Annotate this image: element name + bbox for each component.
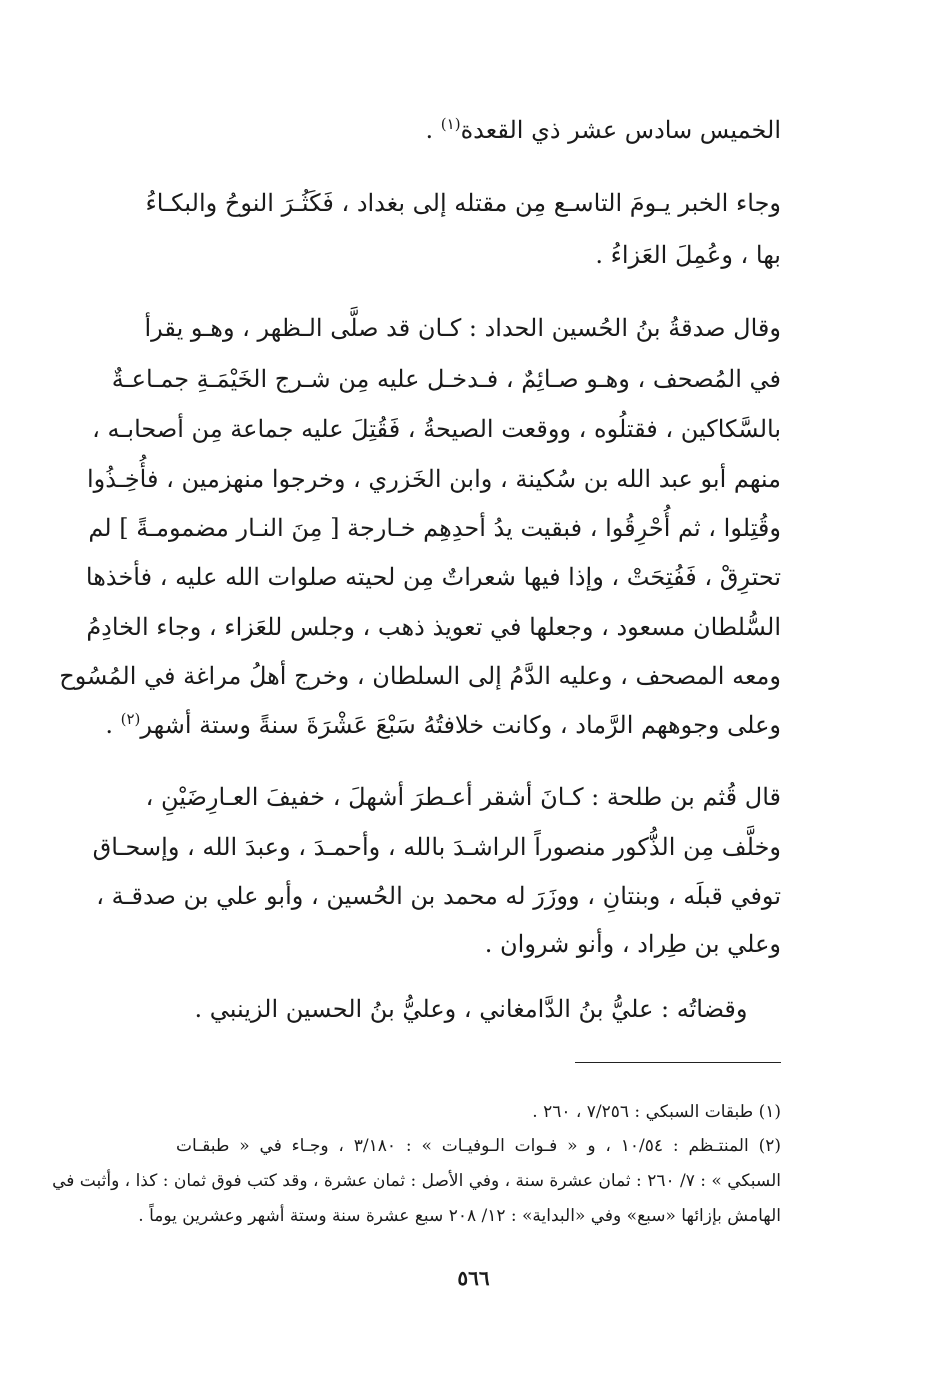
- text-line: بها ، وعُمِلَ العَزاءُ .: [595, 241, 781, 269]
- footnote-separator: [575, 1062, 781, 1063]
- text-line: قال قُثم بن طلحة : كـانَ أشقر أعـطرَ أشهلَ ، خفيفَ العـارِضَيْنِ ،: [145, 783, 781, 811]
- text-line: السُّلطان مسعود ، وجعلها في تعويذ ذهب ، وجلس للعَزاء ، وجاء الخادِمُ: [86, 613, 781, 641]
- text-line: وقضاتُه : عليُّ بنُ الدَّامغاني ، وعليُّ بنُ الحسين الزينبي .: [194, 995, 748, 1023]
- footnote-marker: (٢): [120, 710, 141, 728]
- footnote-line: (٢) المنتـظم : ١٠/٥٤ ، و « فـوات الـوفيـات » : ٣/١٨٠ ، وجـاء في « طبقـات: [176, 1136, 781, 1156]
- text-line: وقُتِلوا ، ثم أُحْرِقُوا ، فبقيت يدُ أحدِهِم خـارجة [ مِنَ النـار مضمومـةً ] لم: [88, 514, 781, 542]
- text-line: ومعه المصحف ، وعليه الدَّمُ إلى السلطان ، وخرج أهلُ مراغة في المُسُوح: [59, 662, 781, 690]
- footnote-line: الهامش بإزائها «سبع» وفي «البداية» : ١٢/ ٢٠٨ سبع عشرة سنة وستة أشهر وعشرين يوماً .: [138, 1206, 781, 1226]
- text-line: منهم أبو عبد الله بن سُكينة ، وابن الخَزري ، وخرجوا منهزمين ، فأُخِـذُوا: [86, 465, 781, 493]
- text-line: وعلي بن طِراد ، وأنو شروان .: [484, 930, 781, 958]
- footnote-line: (١) طبقات السبكي : ٧/٢٥٦ ، ٢٦٠ .: [532, 1102, 781, 1122]
- text-line: وجاء الخبر يـومَ التاسـع مِن مقتله إلى بغداد ، فَكَثُـرَ النوحُ والبكـاءُ: [145, 189, 781, 217]
- footnote-line: السبكي » : ٧/ ٢٦٠ : ثمان عشرة سنة ، وفي الأصل : ثمان عشرة ، وقد كتب فوق ثمان : كذا ، وأثبت في: [52, 1171, 781, 1191]
- text-line: توفي قبلَه ، وبنتانِ ، ووزَرَ له محمد بن الحُسين ، وأبو علي بن صدقـة ،: [96, 882, 781, 910]
- text-line: وخلَّف مِن الذُّكور منصوراً الراشـدَ بالله ، وأحمـدَ ، وعبدَ الله ، وإسحـاق: [92, 833, 781, 861]
- text-line: بالسَّكاكين ، فقتلُوه ، ووقعت الصيحةُ ، فَقُتِلَ عليه جماعة مِن أصحابـه ،: [92, 415, 781, 443]
- text-line: الخميس سادس عشر ذي القعدة$^{(١)}$ .: [425, 115, 781, 144]
- text-line: وعلى وجوههم الرَّماد ، وكانت خلافتُهُ سَبْعَ عَشْرَةَ سنةً وستة أشهر$^{(٢)}$ .: [105, 710, 781, 739]
- text-line: في المُصحف ، وهـو صـائِمٌ ، فـدخـل عليه مِن شـرج الخَيْمَـةِ جمـاعـةٌ: [111, 365, 781, 393]
- text-line: وقال صدقةُ بنُ الحُسين الحداد : كـان قد صلَّى الـظهر ، وهـو يقرأ: [144, 314, 781, 342]
- text-line: تحترِقْ ، فَفُتِحَتْ ، وإذا فيها شعراتٌ مِن لحيته صلوات الله عليه ، فأخذها: [85, 563, 781, 591]
- footnote-marker: (١): [440, 115, 461, 133]
- page-number: ٥٦٦: [457, 1266, 490, 1290]
